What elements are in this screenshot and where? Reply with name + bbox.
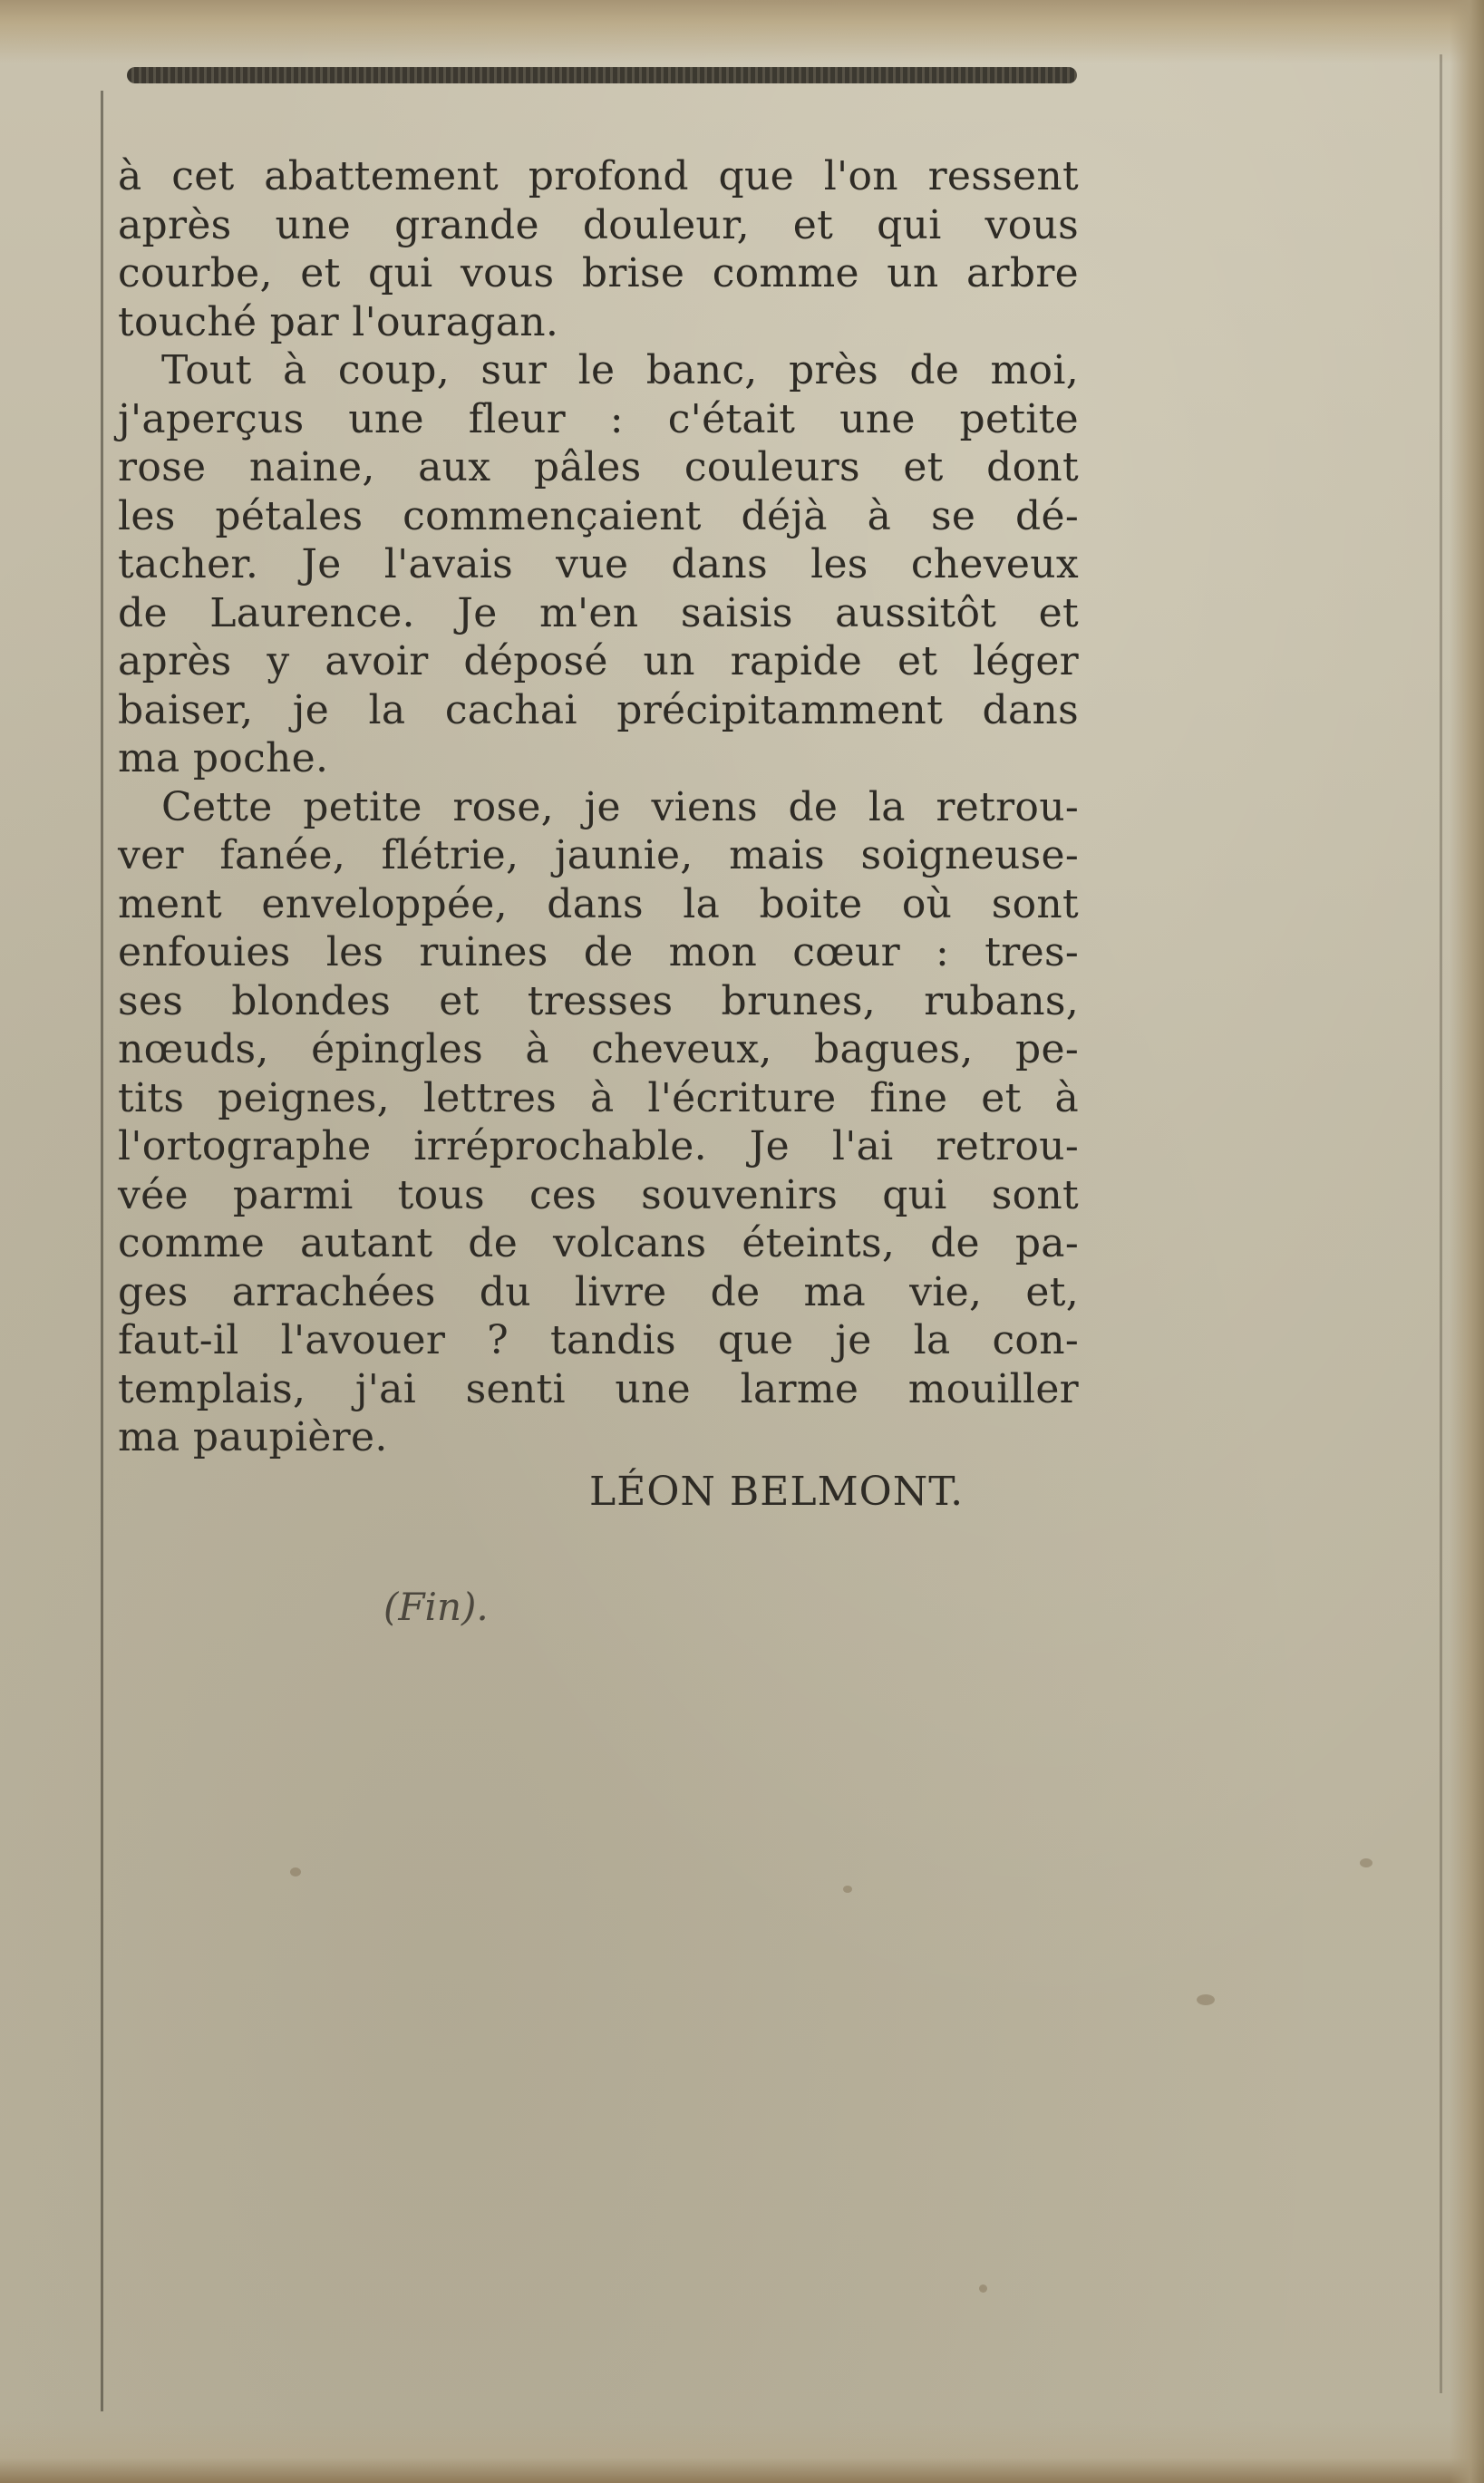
text-line: Cette petite rose, je viens de la retrou- xyxy=(161,783,1079,830)
text-line: après une grande douleur, et qui vous xyxy=(118,201,1079,248)
bottom-stain xyxy=(0,2420,1484,2483)
stain-spot xyxy=(290,1867,301,1877)
top-stain xyxy=(0,0,1484,63)
text-line: ses blondes et tresses brunes, rubans, xyxy=(118,977,1079,1024)
paragraph-1 xyxy=(118,152,1079,346)
text-line: de Laurence. Je m'en saisis aussitôt et xyxy=(118,589,1079,636)
column-rule-left xyxy=(101,91,103,2411)
text-line: après y avoir déposé un rapide et léger xyxy=(118,638,1079,684)
stain-spot xyxy=(979,2284,987,2293)
stain-spot xyxy=(843,1886,852,1893)
text-line: ma paupière. xyxy=(118,1414,388,1460)
text-line: rose naine, aux pâles couleurs et dont xyxy=(118,444,1079,490)
text-line: ma poche. xyxy=(118,735,329,781)
text-line: à cet abattement profond que l'on ressent xyxy=(118,153,1079,199)
text-line: j'aperçus une fleur : c'était une petite xyxy=(118,395,1079,442)
author-signature: LÉON BELMONT. xyxy=(589,1469,965,1515)
end-mark: (Fin). xyxy=(383,1585,489,1629)
column-rule-right xyxy=(1440,54,1442,2393)
text-line: templais, j'ai senti une larme mouiller xyxy=(118,1365,1079,1412)
paper-edge xyxy=(1450,0,1484,2483)
text-line: ver fanée, flétrie, jaunie, mais soigneuse- xyxy=(118,832,1079,878)
header-rule xyxy=(127,67,1077,83)
text-line: ment enveloppée, dans la boite où sont xyxy=(118,880,1079,927)
text-line: ges arrachées du livre de ma vie, et, xyxy=(118,1268,1079,1315)
text-line: les pétales commençaient déjà à se dé- xyxy=(118,492,1079,539)
text-line: nœuds, épingles à cheveux, bagues, pe- xyxy=(118,1026,1079,1072)
text-line: vée parmi tous ces souvenirs qui sont xyxy=(118,1171,1079,1218)
text-line: touché par l'ouragan. xyxy=(118,298,559,345)
text-line: tits peignes, lettres à l'écriture fine et à xyxy=(118,1074,1079,1121)
stain-spot xyxy=(1360,1858,1372,1867)
paragraph-2 xyxy=(118,346,1079,783)
text-line: tacher. Je l'avais vue dans les cheveux xyxy=(118,541,1079,587)
text-line: enfouies les ruines de mon cœur : tres- xyxy=(118,929,1079,975)
stain-spot xyxy=(1197,1994,1215,2005)
text-line: courbe, et qui vous brise comme un arbre xyxy=(118,250,1079,296)
text-line: comme autant de volcans éteints, de pa- xyxy=(118,1220,1079,1266)
article-body xyxy=(118,152,1079,1462)
paragraph-3 xyxy=(118,783,1079,1462)
text-line: Tout à coup, sur le banc, près de moi, xyxy=(161,347,1079,393)
text-line: l'ortographe irréprochable. Je l'ai retrou- xyxy=(118,1123,1079,1169)
text-line: faut-il l'avouer ? tandis que je la con- xyxy=(118,1317,1079,1363)
text-line: baiser, je la cachai précipitamment dans xyxy=(118,686,1079,733)
